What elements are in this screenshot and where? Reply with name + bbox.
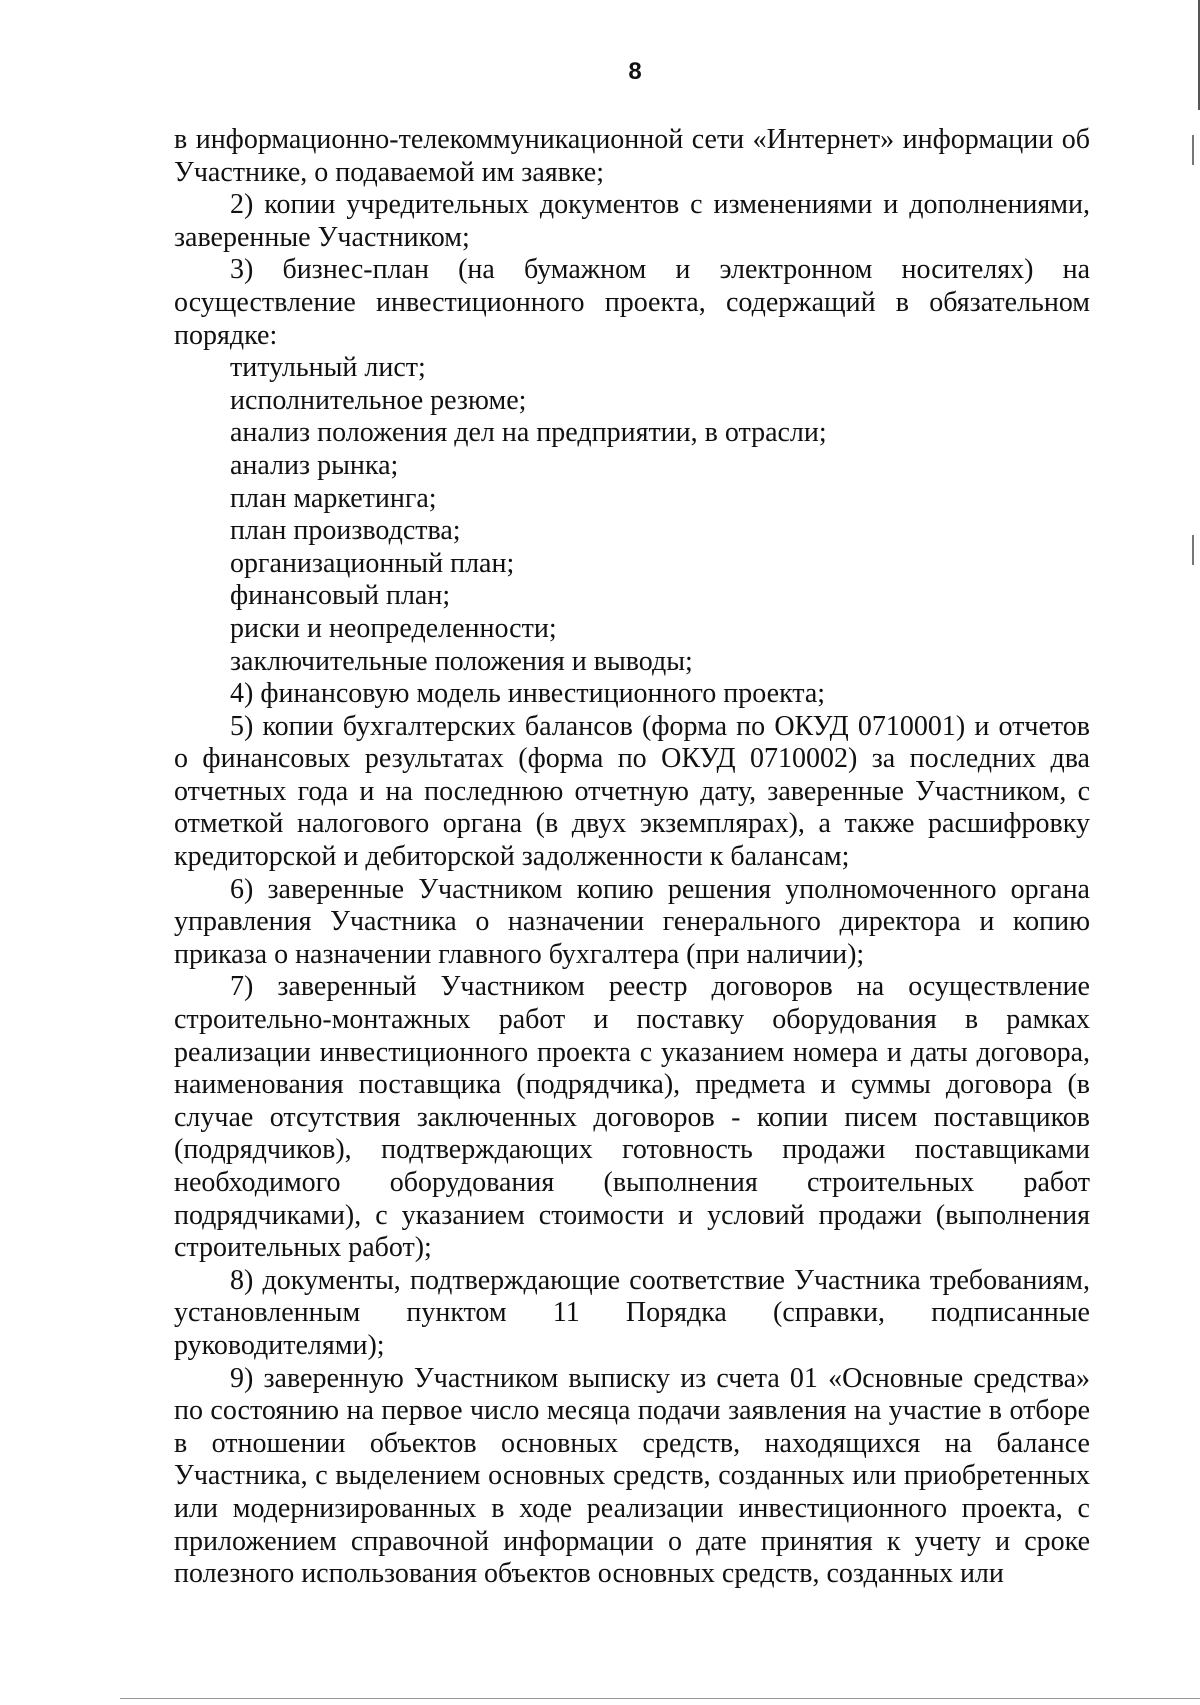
business-plan-section: заключительные положения и выводы; <box>230 645 693 677</box>
paragraph-continuation: в информационно-телекоммуникационной сети «Интернет» информации об Участнике, о подаваемой им заявке; <box>174 124 1090 188</box>
paragraph-item-7: 7) заверенный Участником реестр договоров на осуществление строительно-монтажных работ и поставку оборудования в рамках реализации инвестиционного проекта с указанием номера и даты договора, наименования поставщика (подрядчика), предмета и суммы договора (в случае отсутствия заключенных договоров - копии писем поставщиков (подрядчиков), подтверждающих готовность продажи поставщиками необходимого оборудования (выполнения строительных работ подрядчиками), с указанием стоимости и условий продажи (выполнения строительных работ); <box>174 971 1090 1264</box>
business-plan-section: риски и неопределенности; <box>230 612 557 644</box>
paragraph-item-3: 3) бизнес-план (на бумажном и электронном носителях) на осуществление инвестиционного проекта, содержащий в обязательном порядке: <box>174 254 1090 351</box>
paragraph-item-8: 8) документы, подтверждающие соответствие Участника требованиям, установленным пунктом 11 Порядка (справки, подписанные руководителями); <box>174 1264 1090 1361</box>
business-plan-section: план производства; <box>230 515 461 547</box>
business-plan-section: титульный лист; <box>230 352 426 384</box>
scan-bottom-line <box>120 1698 1200 1699</box>
paragraph-item-5: 5) копии бухгалтерских балансов (форма по ОКУД 0710001) и отчетов о финансовых результатах (форма по ОКУД 0710002) за последних два отчетных года и на последнюю отчетную дату, заверенные Участником, с отметкой налогового органа (в двух экземплярах), а также расшифровку кредиторской и дебиторской задолженности к балансам; <box>174 710 1090 873</box>
paragraph-item-6: 6) заверенные Участником копию решения уполномоченного органа управления Участника о назначении генерального директора и копию приказа о назначении главного бухгалтера (при наличии); <box>174 873 1090 970</box>
paragraph-item-2: 2) копии учредительных документов с изменениями и дополнениями, заверенные Участником; <box>174 189 1090 253</box>
business-plan-section: план маркетинга; <box>230 482 437 514</box>
business-plan-section: анализ положения дел на предприятии, в отрасли; <box>230 417 827 449</box>
business-plan-section: организационный план; <box>230 547 515 579</box>
scan-edge-mark <box>1192 135 1194 165</box>
document-body <box>174 124 1090 1591</box>
business-plan-section: анализ рынка; <box>230 449 399 481</box>
business-plan-section: финансовый план; <box>230 580 451 612</box>
page-number: 8 <box>628 58 642 85</box>
paragraph-item-9: 9) заверенную Участником выписку из счета 01 «Основные средства» по состоянию на первое число месяца подачи заявления на участие в отборе в отношении объектов основных средств, находящихся на балансе Участника, с выделением основных средств, созданных или приобретенных или модернизированных в ходе реализации инвестиционного проекта, с приложением справочной информации о дате принятия к учету и сроке полезного использования объектов основных средств, созданных или <box>174 1362 1090 1590</box>
paragraph-item-4: 4) финансовую модель инвестиционного проекта; <box>230 678 826 710</box>
scan-edge-mark <box>1192 535 1194 565</box>
business-plan-section: исполнительное резюме; <box>230 384 527 416</box>
